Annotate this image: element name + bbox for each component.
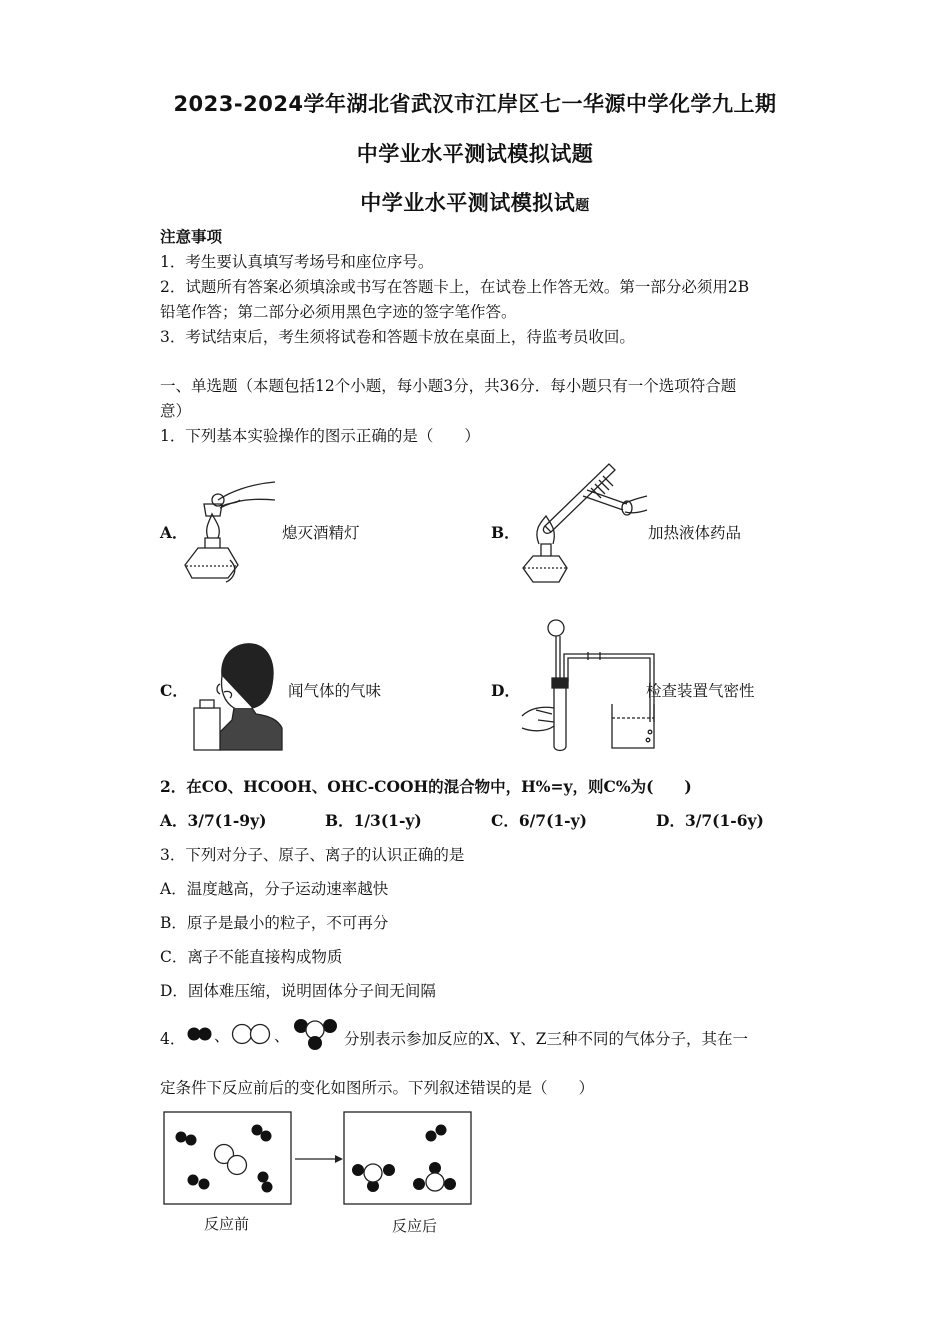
smelling-gas-illustration bbox=[190, 636, 285, 751]
q1-stem: 1．下列基本实验操作的图示正确的是（ ） bbox=[160, 427, 480, 445]
page-title-line3-small: 题 bbox=[575, 198, 590, 214]
molecule-x-icon bbox=[186, 1024, 216, 1044]
airtightness-check-illustration bbox=[518, 616, 648, 751]
section1-heading-cont: 意） bbox=[160, 402, 192, 420]
q1-option-a-caption: 熄灭酒精灯 bbox=[282, 524, 360, 542]
notice-item-1: 1．考生要认真填写考场号和座位序号。 bbox=[160, 253, 434, 271]
q1-option-c-caption: 闻气体的气味 bbox=[288, 682, 382, 700]
q3-option-a[interactable]: A．温度越高，分子运动速率越快 bbox=[160, 880, 389, 898]
q4-sep2: 、 bbox=[274, 1027, 290, 1045]
q3-option-b[interactable]: B．原子是最小的粒子，不可再分 bbox=[160, 914, 389, 932]
q1-option-d-label[interactable]: D． bbox=[491, 681, 520, 700]
q4-sep1: 、 bbox=[214, 1027, 230, 1045]
alcohol-lamp-cap-illustration bbox=[180, 470, 280, 590]
q1-option-b-label[interactable]: B． bbox=[491, 523, 520, 542]
q2-option-c[interactable]: C．6/7(1-y) bbox=[491, 811, 587, 830]
molecule-z-icon bbox=[290, 1016, 344, 1052]
q4-stem-part2: 定条件下反应前后的变化如图所示。下列叙述错误的是（ ） bbox=[160, 1079, 595, 1097]
q1-option-b-caption: 加热液体药品 bbox=[648, 524, 742, 542]
q1-option-c-label[interactable]: C． bbox=[160, 681, 188, 700]
q3-option-d[interactable]: D．固体难压缩，说明固体分子间无间隔 bbox=[160, 982, 436, 1000]
notice-item-2-cont: 铅笔作答；第二部分必须用黑色字迹的签字笔作答。 bbox=[160, 303, 517, 321]
molecule-y-icon bbox=[230, 1022, 276, 1046]
before-reaction-label: 反应前 bbox=[204, 1215, 250, 1233]
q3-stem: 3．下列对分子、原子、离子的认识正确的是 bbox=[160, 846, 465, 864]
q4-number: 4． bbox=[160, 1030, 186, 1048]
notice-item-2: 2．试题所有答案必须填涂或书写在答题卡上，在试卷上作答无效。第一部分必须用2B bbox=[160, 278, 750, 296]
notice-item-3: 3．考试结束后，考生须将试卷和答题卡放在桌面上，待监考员收回。 bbox=[160, 328, 635, 346]
page-title-line3-main: 中学业水平测试模拟试 bbox=[360, 191, 576, 215]
q2-stem: 2．在CO、HCOOH、OHC-COOH的混合物中，H%=y，则C%为( ) bbox=[160, 777, 692, 796]
page-title-line1: 2023-2024学年湖北省武汉市江岸区七一华源中学化学九上期 bbox=[173, 92, 777, 116]
q1-option-a-label[interactable]: A． bbox=[160, 523, 188, 542]
q2-option-b[interactable]: B．1/3(1-y) bbox=[325, 811, 422, 830]
after-reaction-label: 反应后 bbox=[392, 1217, 438, 1235]
heating-test-tube-illustration bbox=[515, 460, 650, 585]
page-title-line2: 中学业水平测试模拟试题 bbox=[356, 142, 594, 166]
q2-option-a[interactable]: A．3/7(1-9y) bbox=[160, 811, 267, 830]
q2-option-d[interactable]: D．3/7(1-6y) bbox=[656, 811, 764, 830]
reaction-diagram bbox=[163, 1110, 475, 1210]
q4-stem-part1: 分别表示参加反应的X、Y、Z三种不同的气体分子，其在一 bbox=[344, 1030, 749, 1048]
after-reaction-box bbox=[344, 1112, 471, 1204]
q1-option-d-caption: 检查装置气密性 bbox=[646, 682, 755, 700]
page-title-line3 bbox=[0, 187, 950, 217]
notice-heading: 注意事项 bbox=[160, 227, 223, 246]
section1-heading: 一、单选题（本题包括12个小题，每小题3分，共36分．每小题只有一个选项符合题 bbox=[160, 377, 737, 395]
q3-option-c[interactable]: C．离子不能直接构成物质 bbox=[160, 948, 343, 966]
